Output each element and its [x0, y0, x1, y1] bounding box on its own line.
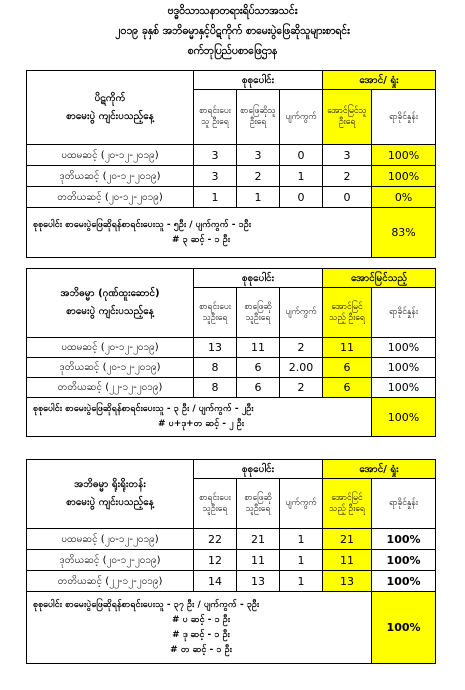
cell-sit: 1: [237, 187, 280, 208]
cell-apply: 8: [194, 358, 237, 378]
row-label: တတိယဆင့် (၂၂-၁၂-၂၀၁၉): [27, 571, 194, 592]
cell-pass: 21: [323, 529, 372, 550]
report-title: ၂၀၁၉ ခုနှစ် အဘိဓမ္မာနှင့်ပိဋကိုက် စာမေးပွဲဖြေဆိုသူများစာရင်း: [115, 25, 350, 37]
col-header-sit: စာဖြေဆိုသူ ဦးရေ: [237, 90, 280, 145]
cell-percent: 100%: [372, 378, 436, 398]
summary-line: # ဒု ဆင့် - ၁ ဦး: [172, 629, 230, 640]
col-header-percent: ရာခိုင်နှုန်း: [372, 479, 436, 529]
summary-line: စုစုပေါင်း စာမေးပွဲဖြေဆိုရန်စာရင်းပေးသူ - ၃၇ ဦး / ပျက်ကွက် - ၃ဦး: [33, 599, 260, 610]
table-subtitle: စာမေးပွဲ ကျင်းပသည့်နေ့: [66, 110, 154, 122]
cell-sit: 11: [237, 338, 280, 358]
table-row: [27, 338, 436, 358]
cell-apply: 3: [194, 145, 237, 166]
cell-pass: 11: [323, 338, 372, 358]
cell-pass: 2: [323, 166, 372, 187]
cell-absent: 2: [280, 378, 323, 398]
total-percent: 100%: [372, 592, 436, 664]
table-subtitle: စာမေးပွဲ ကျင်းပသည့်နေ့: [66, 306, 154, 317]
table-title: အဘိဓမ္မာ (ဂုဏ်ထူးဆောင်): [60, 288, 160, 299]
cell-sit: 11: [237, 550, 280, 571]
cell-absent: 2.00: [280, 358, 323, 378]
table-row: [27, 166, 436, 187]
cell-pass: 6: [323, 378, 372, 398]
cell-percent: 100%: [372, 550, 436, 571]
table-title-cell: [27, 71, 194, 145]
row-label: ပထမဆင့် (၂၀-၁၂-၂၀၁၉): [27, 145, 194, 166]
row-label: ဒုတိယဆင့် (၂၀-၁၂-၂၀၁၉): [27, 358, 194, 378]
cell-absent: 1: [280, 571, 323, 592]
table-row: [27, 187, 436, 208]
cell-absent: 1: [280, 550, 323, 571]
cell-absent: 1: [280, 529, 323, 550]
cell-sit: 6: [237, 358, 280, 378]
cell-pass: 11: [323, 550, 372, 571]
results-table-abhidhamma-honours: [26, 268, 436, 437]
summary-note: [27, 592, 372, 664]
cell-absent: 2: [280, 338, 323, 358]
group-header-result: အောင်/ ရှုံး: [323, 71, 436, 90]
cell-apply: 12: [194, 550, 237, 571]
table-row: [27, 550, 436, 571]
table-title-cell: [27, 460, 194, 529]
cell-absent: 1: [280, 166, 323, 187]
table-subtitle: စာမေးပွဲ ကျင်းပသည့်နေ့: [66, 497, 154, 508]
summary-line: # ၃ ဆင့် - ၁ ဦး: [171, 234, 231, 245]
cell-percent: 100%: [372, 571, 436, 592]
cell-pass: 0: [323, 187, 372, 208]
row-label: ဒုတိယဆင့် (၂၀-၁၂-၂၀၁၉): [27, 550, 194, 571]
col-header-sit: စာဖြေဆို သူဦးရေ: [237, 479, 280, 529]
cell-percent: 0%: [372, 187, 436, 208]
cell-pass: 6: [323, 358, 372, 378]
table-title: ပိဋကိုက်: [94, 92, 126, 104]
cell-apply: 14: [194, 571, 237, 592]
table-title: အဘိဓမ္မာ ရိုးရိုးတန်း: [74, 479, 146, 490]
cell-sit: 2: [237, 166, 280, 187]
summary-line: # တ ဆင့် - ၁ ဦး: [170, 644, 232, 655]
col-header-percent: ရာခိုင်နှုန်း: [372, 288, 436, 338]
cell-sit: 13: [237, 571, 280, 592]
total-percent: 83%: [372, 208, 436, 258]
report-subtitle: စက်ဘုပြည်ပစာဖြေဌာန: [187, 45, 278, 57]
cell-percent: 100%: [372, 145, 436, 166]
cell-sit: 3: [237, 145, 280, 166]
group-header-result: အောင်/ ရှုံး: [323, 460, 436, 479]
row-label: ဒုတိယဆင့် (၂၀-၁၂-၂၀၁၉): [27, 166, 194, 187]
col-header-pass: အောင်မြင် သည့် ဦးရေ: [323, 288, 372, 338]
col-header-percent: ရာခိုင်နှုန်း: [372, 90, 436, 145]
cell-pass: 13: [323, 571, 372, 592]
row-label: ပထမဆင့် (၂၀-၁၂-၂၀၁၉): [27, 338, 194, 358]
col-header-apply: စာရင်းပေး သူဦးရေ: [194, 288, 237, 338]
col-header-apply: စာရင်းပေးသူ ဦးရေ: [194, 90, 237, 145]
cell-percent: 100%: [372, 338, 436, 358]
summary-note: [27, 398, 372, 437]
cell-percent: 100%: [372, 166, 436, 187]
cell-percent: 100%: [372, 529, 436, 550]
cell-pass: 3: [323, 145, 372, 166]
table-row: [27, 529, 436, 550]
cell-absent: 0: [280, 145, 323, 166]
report-org-title: ဗဒ္ဓဝိသာသနာတရားရိပ်သာအသင်း: [167, 5, 298, 17]
cell-absent: 0: [280, 187, 323, 208]
group-header-total: စုစုပေါင်း: [194, 71, 323, 90]
table-row: [27, 145, 436, 166]
col-header-sit: စာဖြေဆို သူဦးရေ: [237, 288, 280, 338]
cell-sit: 21: [237, 529, 280, 550]
cell-apply: 8: [194, 378, 237, 398]
group-header-result: အောင်မြင်သည့်: [323, 269, 436, 288]
table-row: [27, 358, 436, 378]
row-label: တတိယဆင့် (၂၂-၁၂-၂၀၁၉): [27, 378, 194, 398]
table-row: [27, 571, 436, 592]
col-header-apply: စာရင်းပေး သူဦးရေ: [194, 479, 237, 529]
summary-line: # ပ ဆင့် - ၁ ဦး: [171, 614, 231, 625]
table-row: [27, 378, 436, 398]
col-header-absent: ပျက်ကွက်: [280, 90, 323, 145]
cell-percent: 100%: [372, 358, 436, 378]
col-header-absent: ပျက်ကွက်: [280, 479, 323, 529]
col-header-pass: အောင်မြင်သူ ဦးရေ: [323, 90, 372, 145]
cell-apply: 3: [194, 166, 237, 187]
results-table-abhidhamma-ordinary: [26, 459, 436, 664]
summary-line: စုစုပေါင်း စာမေးပွဲဖြေဆိုရန်စာရင်းပေးသူ - ၅ဦး / ပျက်ကွက် - ၁ဦး: [33, 219, 251, 230]
col-header-pass: အောင်မြင် သည့် ဦးရေ: [323, 479, 372, 529]
cell-apply: 22: [194, 529, 237, 550]
total-percent: 100%: [372, 398, 436, 437]
cell-apply: 1: [194, 187, 237, 208]
results-table-pitaka: [26, 70, 436, 258]
summary-line: # ပ+ဒု+တ ဆင့် - ၂ ဦး: [158, 419, 245, 429]
cell-sit: 6: [237, 378, 280, 398]
summary-line: စုစုပေါင်း စာမေးပွဲဖြေဆိုရန်စာရင်းပေးသူ - ၃ ဦး / ပျက်ကွက် - ၂ဦး: [33, 404, 254, 414]
group-header-total: စုစုပေါင်း: [194, 460, 323, 479]
col-header-absent: ပျက်ကွက်: [280, 288, 323, 338]
row-label: တတိယဆင့် (၂၀-၁၂-၂၀၁၉): [27, 187, 194, 208]
cell-apply: 13: [194, 338, 237, 358]
row-label: ပထမဆင့် (၂၀-၁၂-၂၀၁၉): [27, 529, 194, 550]
table-title-cell: [27, 269, 194, 338]
group-header-total: စုစုပေါင်း: [194, 269, 323, 288]
summary-note: [27, 208, 372, 258]
